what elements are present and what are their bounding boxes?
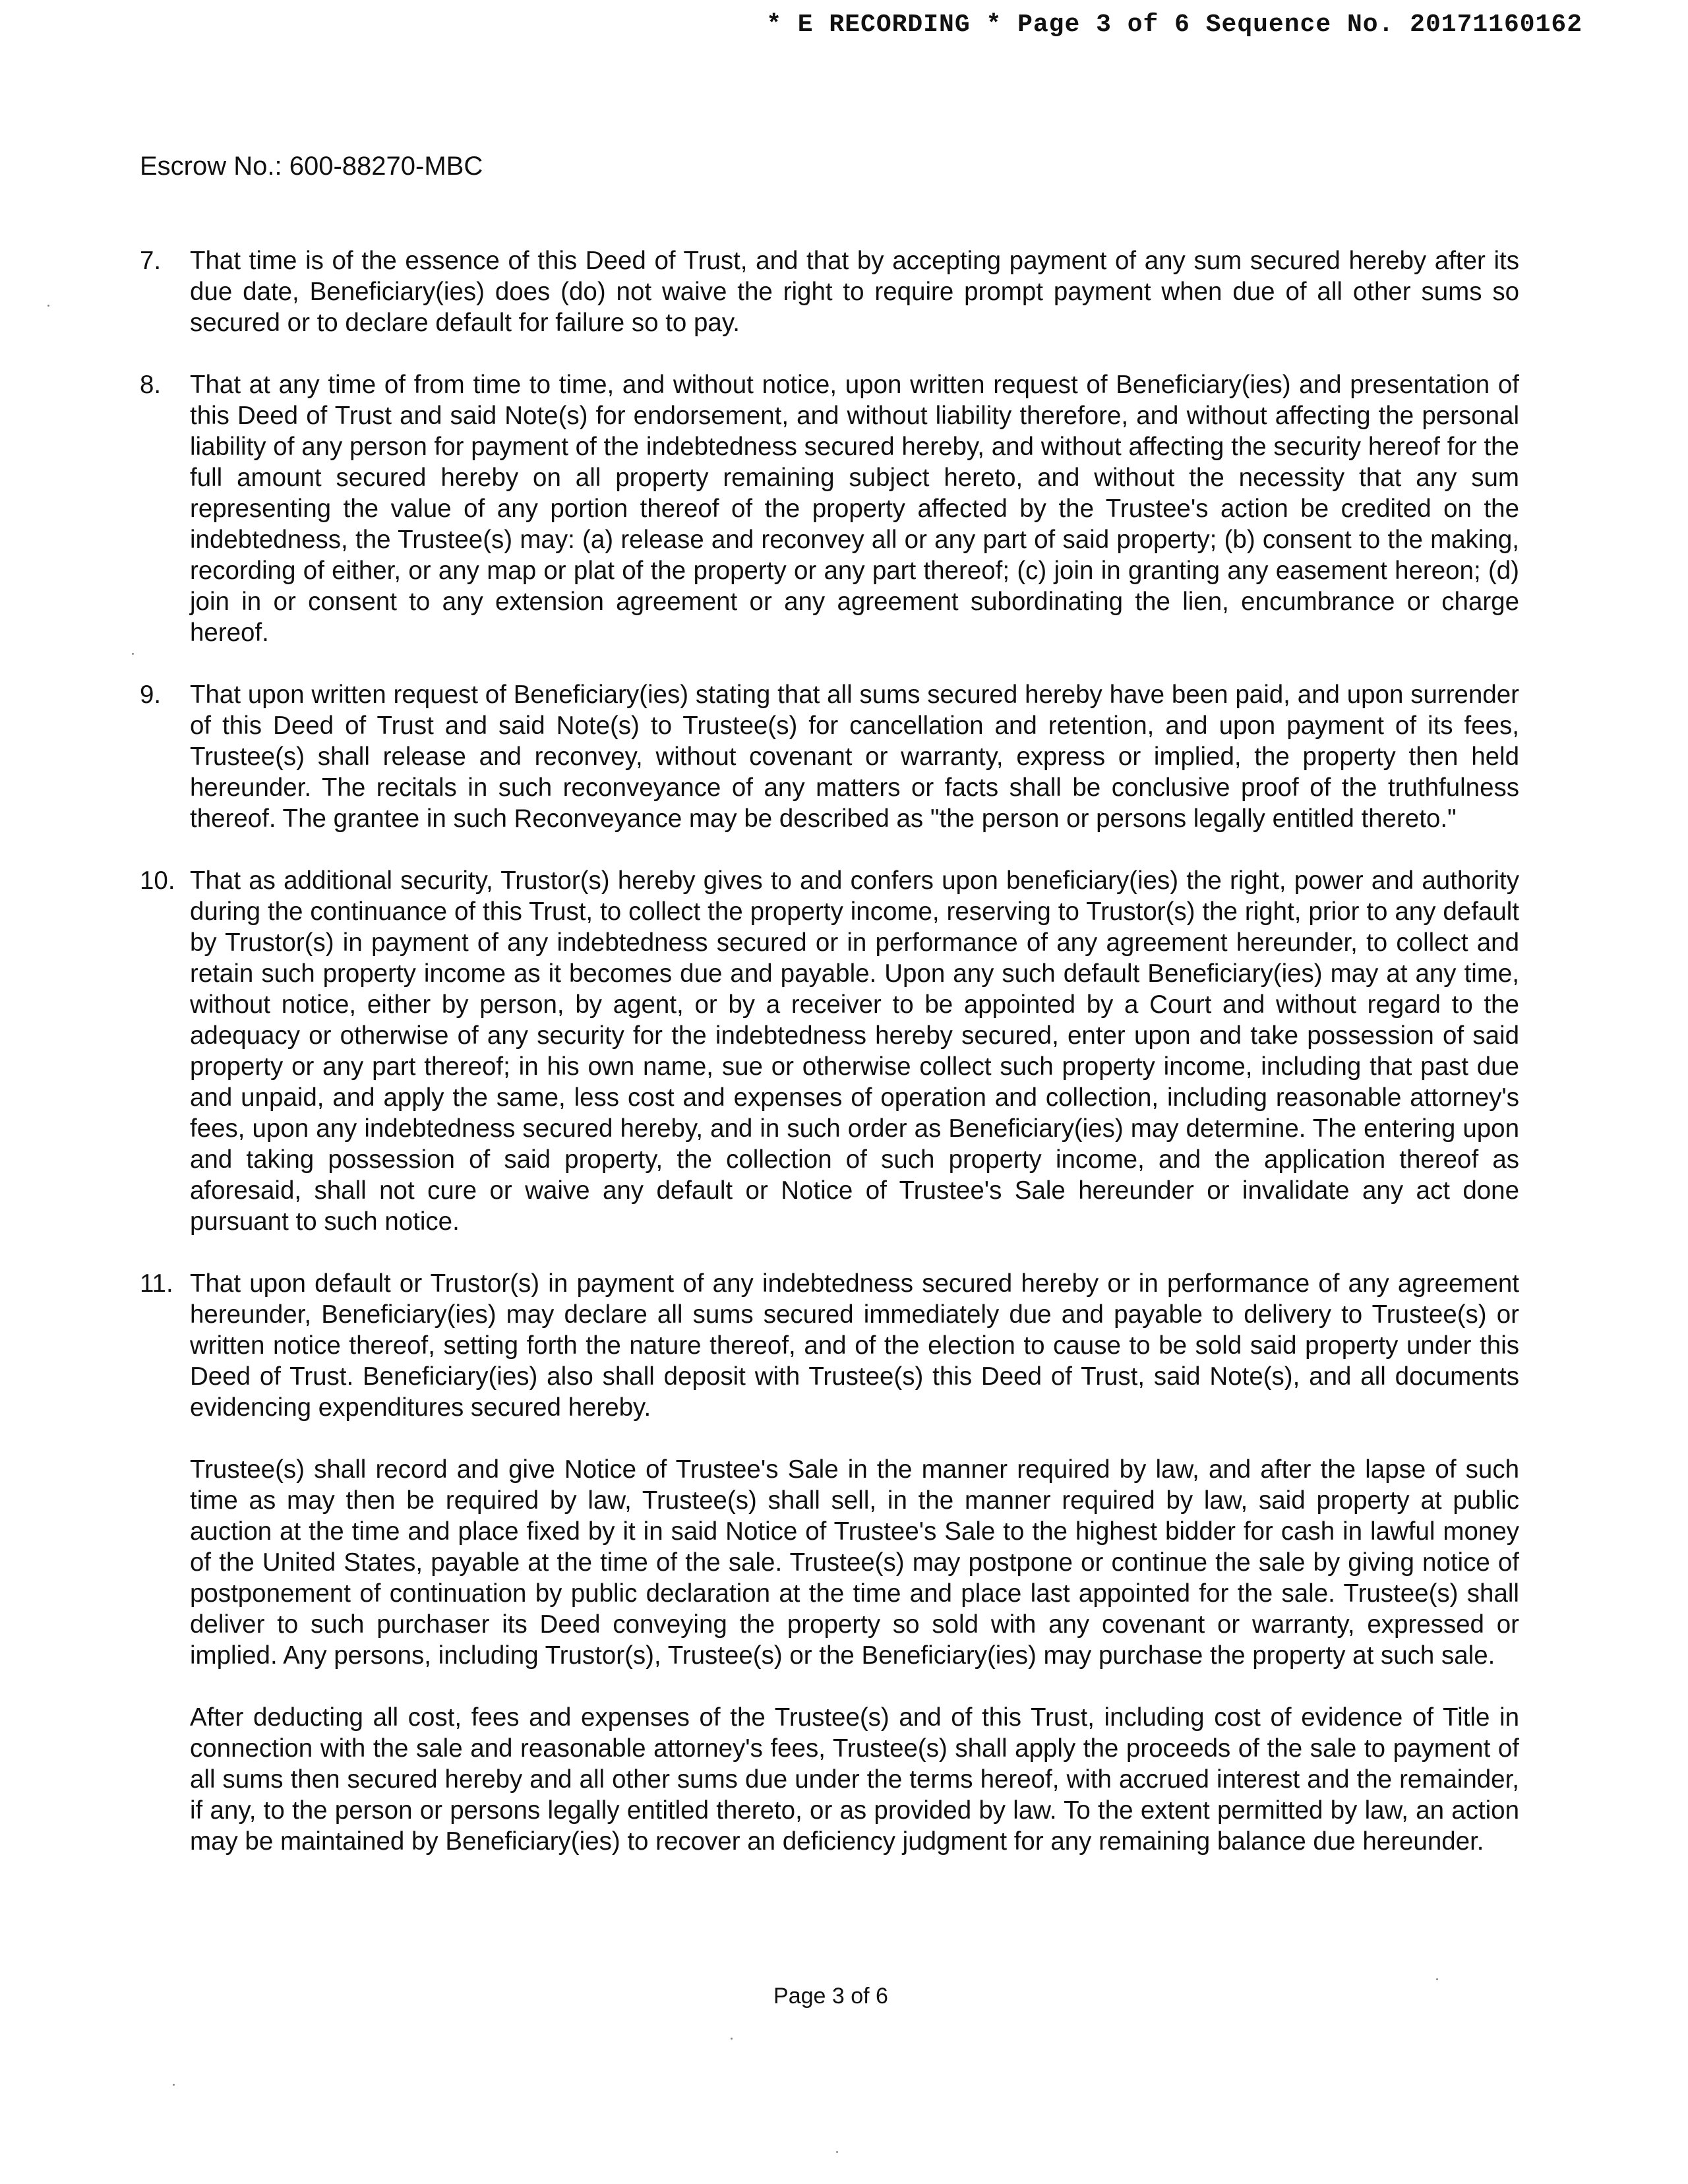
clause-number: 8. (140, 371, 162, 399)
clause-7 (140, 245, 1519, 338)
scan-speck (132, 653, 134, 655)
scan-speck (836, 2151, 838, 2153)
clause-paragraph: After deducting all cost, fees and expenses of the Trustee(s) and of this Trust, including cost of evidence of Title in connection with the sale and reasonable attorney's fees, Trustee(s) shall apply the proceeds of the sale to payment of all sums then secured hereby and all other sums due under the terms hereof, with accrued interest and the remainder, if any, to the person or persons legally entitled thereto, or as provided by law. To the extent permitted by law, an action may be maintained by Beneficiary(ies) to recover an deficiency judgment for any remaining balance due hereunder. (190, 1703, 1519, 1856)
clause-9 (140, 679, 1519, 834)
clause-list (140, 245, 1519, 1888)
clause-number: 10. (140, 866, 175, 895)
clause-number: 11. (140, 1269, 173, 1298)
page-footer: Page 3 of 6 (773, 1984, 888, 2009)
scan-speck (1436, 1978, 1438, 1980)
clause-body (190, 1268, 1519, 1857)
scan-speck (173, 2084, 175, 2086)
clause-paragraph: That at any time of from time to time, and without notice, upon written request of Beneficiary(ies) and presentation of this Deed of Trust and said Note(s) for endorsement, and without liability therefore, and without affecting the personal liability of any person for payment of the indebtedness secured hereby, and without affecting the security hereof for the full amount secured hereby on all property remaining subject hereto, and without the necessity that any sum representing the value of any portion thereof of the property affected by the Trustee's action be credited on the indebtedness, the Trustee(s) may: (a) release and reconvey all or any part of said property; (b) consent to the making, recording of either, or any map or plat of the property or any part thereof; (c) join in granting any easement hereon; (d) join in or consent to any extension agreement or any agreement subordinating the lien, encumbrance or charge hereof. (190, 371, 1519, 647)
clause-number: 7. (140, 247, 162, 275)
clause-number: 9. (140, 681, 162, 709)
clause-paragraph: That time is of the essence of this Deed of Trust, and that by accepting payment of any sum secured hereby after its due date, Beneficiary(ies) does (do) not waive the right to require prompt payment when due of all other sums so secured or to declare default for failure so to pay. (190, 247, 1519, 337)
escrow-number: Escrow No.: 600-88270-MBC (140, 152, 483, 181)
clause-11 (140, 1268, 1519, 1857)
clause-body (190, 865, 1519, 1237)
clause-paragraph: That upon written request of Beneficiary(ies) stating that all sums secured hereby have been paid, and upon surrender of this Deed of Trust and said Note(s) to Trustee(s) for cancellation and retention, and upon payment of its fees, Trustee(s) shall release and reconvey, without covenant or warranty, express or implied, the property then held hereunder. The recitals in such reconveyance of any matters or facts shall be conclusive proof of the truthfulness thereof. The grantee in such Reconveyance may be described as "the person or persons legally entitled thereto." (190, 681, 1519, 833)
scan-speck (47, 305, 49, 307)
clause-body (190, 679, 1519, 834)
scan-speck (731, 2038, 733, 2040)
clause-paragraph: That upon default or Trustor(s) in payment of any indebtedness secured hereby or in performance of any agreement hereunder, Beneficiary(ies) may declare all sums secured immediately due and payable to delivery to Trustee(s) or written notice thereof, setting forth the nature thereof, and of the election to cause to be sold said property under this Deed of Trust. Beneficiary(ies) also shall deposit with Trustee(s) this Deed of Trust, said Note(s), and all documents evidencing expenditures secured hereby. (190, 1269, 1519, 1422)
clause-paragraph: That as additional security, Trustor(s) hereby gives to and confers upon beneficiary(ies) the right, power and authority during the continuance of this Trust, to collect the property income, reserving to Trustor(s) the right, prior to any default by Trustor(s) in payment of any indebtedness secured or in performance of any agreement hereunder, to collect and retain such property income as it becomes due and payable. Upon any such default Beneficiary(ies) may at any time, without notice, either by person, by agent, or by a receiver to be appointed by a Court and without regard to the adequacy or otherwise of any security for the indebtedness hereby secured, enter upon and take possession of said property or any part thereof; in his own name, sue or otherwise collect such property income, including that past due and unpaid, and apply the same, less cost and expenses of operation and collection, including reasonable attorney's fees, upon any indebtedness secured hereby, and in such order as Beneficiary(ies) may determine. The entering upon and taking possession of said property, the collection of such property income, and the application thereof as aforesaid, shall not cure or waive any default or Notice of Trustee's Sale hereunder or invalidate any act done pursuant to such notice. (190, 866, 1519, 1236)
clause-8 (140, 369, 1519, 648)
clause-10 (140, 865, 1519, 1237)
clause-body (190, 245, 1519, 338)
recording-stamp: * E RECORDING * Page 3 of 6 Sequence No. 20171160162 (766, 11, 1582, 39)
clause-paragraph: Trustee(s) shall record and give Notice of Trustee's Sale in the manner required by law, and after the lapse of such time as may then be required by law, Trustee(s) shall sell, in the manner required by law, said property at public auction at the time and place fixed by it in said Notice of Trustee's Sale to the highest bidder for cash in lawful money of the United States, payable at the time of the sale. Trustee(s) may postpone or continue the sale by giving notice of postponement of continuation by public declaration at the time and place last appointed for the sale. Trustee(s) shall deliver to such purchaser its Deed conveying the property so sold with any covenant or warranty, expressed or implied. Any persons, including Trustor(s), Trustee(s) or the Beneficiary(ies) may purchase the property at such sale. (190, 1455, 1519, 1670)
clause-body (190, 369, 1519, 648)
